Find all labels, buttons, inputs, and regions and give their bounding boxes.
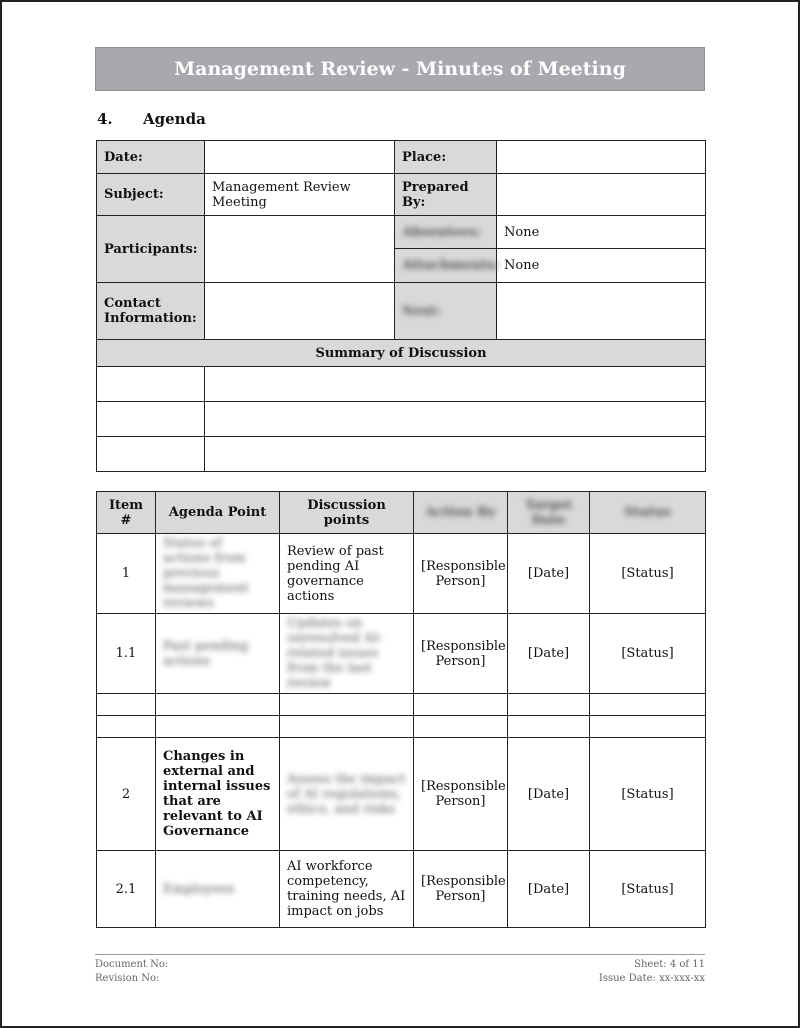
next-label: Next: (395, 283, 497, 340)
summary-cell (205, 402, 706, 437)
absentees-label: Absentees: (395, 216, 497, 249)
document-title: Management Review - Minutes of Meeting (95, 47, 705, 91)
place-label: Place: (395, 141, 497, 174)
item-number: 1 (97, 534, 156, 614)
issue-date: Issue Date: xx-xxx-xx (598, 973, 705, 984)
table-row (97, 716, 706, 738)
contact-label: Contact Information: (97, 283, 205, 340)
sheet-number: Sheet: 4 of 11 (634, 959, 705, 970)
target-date: [Date] (508, 851, 590, 928)
place-value (497, 141, 706, 174)
table-row (97, 851, 706, 928)
subject-value: Management Review Meeting (205, 174, 395, 216)
date-value (205, 141, 395, 174)
item-number: 2.1 (97, 851, 156, 928)
attachments-label: Attachments: (395, 249, 497, 283)
summary-cell (97, 402, 205, 437)
next-value (497, 283, 706, 340)
section-heading (97, 110, 206, 128)
participants-label: Participants: (97, 216, 205, 283)
agenda-point: Employees (156, 851, 280, 928)
agenda-point: Past pending actions (156, 614, 280, 694)
subject-label: Subject: (97, 174, 205, 216)
discussion-points: Assess the impact of AI regulations, ethics, and risks (280, 738, 414, 851)
item-number: 1.1 (97, 614, 156, 694)
table-row (97, 694, 706, 716)
header-target-date: Target Date (508, 492, 590, 534)
item-number: 2 (97, 738, 156, 851)
header-action-by: Action By (414, 492, 508, 534)
contact-value (205, 283, 395, 340)
header-status: Status (590, 492, 706, 534)
header-agenda-point: Agenda Point (156, 492, 280, 534)
target-date: [Date] (508, 534, 590, 614)
summary-cell (205, 367, 706, 402)
section-number: 4. (97, 110, 113, 128)
document-number: Document No: (95, 959, 169, 970)
action-by: [Responsible Person] (414, 614, 508, 694)
agenda-point: Changes in external and internal issues that are relevant to AI Governance (156, 738, 280, 851)
summary-cell (97, 437, 205, 472)
prepared-by-value (497, 174, 706, 216)
date-label: Date: (97, 141, 205, 174)
target-date: [Date] (508, 614, 590, 694)
status: [Status] (590, 738, 706, 851)
meeting-info-table (96, 140, 706, 472)
header-item: Item # (97, 492, 156, 534)
summary-cell (205, 437, 706, 472)
action-by: [Responsible Person] (414, 851, 508, 928)
action-by: [Responsible Person] (414, 738, 508, 851)
target-date: [Date] (508, 738, 590, 851)
section-title: Agenda (143, 110, 206, 128)
summary-heading: Summary of Discussion (97, 340, 706, 367)
status: [Status] (590, 614, 706, 694)
discussion-points: Review of past pending AI governance actions (280, 534, 414, 614)
status: [Status] (590, 534, 706, 614)
table-row (97, 534, 706, 614)
prepared-by-label: Prepared By: (395, 174, 497, 216)
table-row (97, 738, 706, 851)
table-row (97, 614, 706, 694)
participants-value (205, 216, 395, 283)
summary-cell (97, 367, 205, 402)
status: [Status] (590, 851, 706, 928)
agenda-table (96, 491, 706, 928)
header-discussion-points: Discussion points (280, 492, 414, 534)
agenda-point: Status of actions from previous management reviews (156, 534, 280, 614)
attachments-value: None (497, 249, 706, 283)
discussion-points: AI workforce competency, training needs, AI impact on jobs (280, 851, 414, 928)
action-by: [Responsible Person] (414, 534, 508, 614)
revision-number: Revision No: (95, 973, 160, 984)
absentees-value: None (497, 216, 706, 249)
page-footer (95, 954, 705, 986)
discussion-points: Updates on unresolved AI-related issues from the last review (280, 614, 414, 694)
